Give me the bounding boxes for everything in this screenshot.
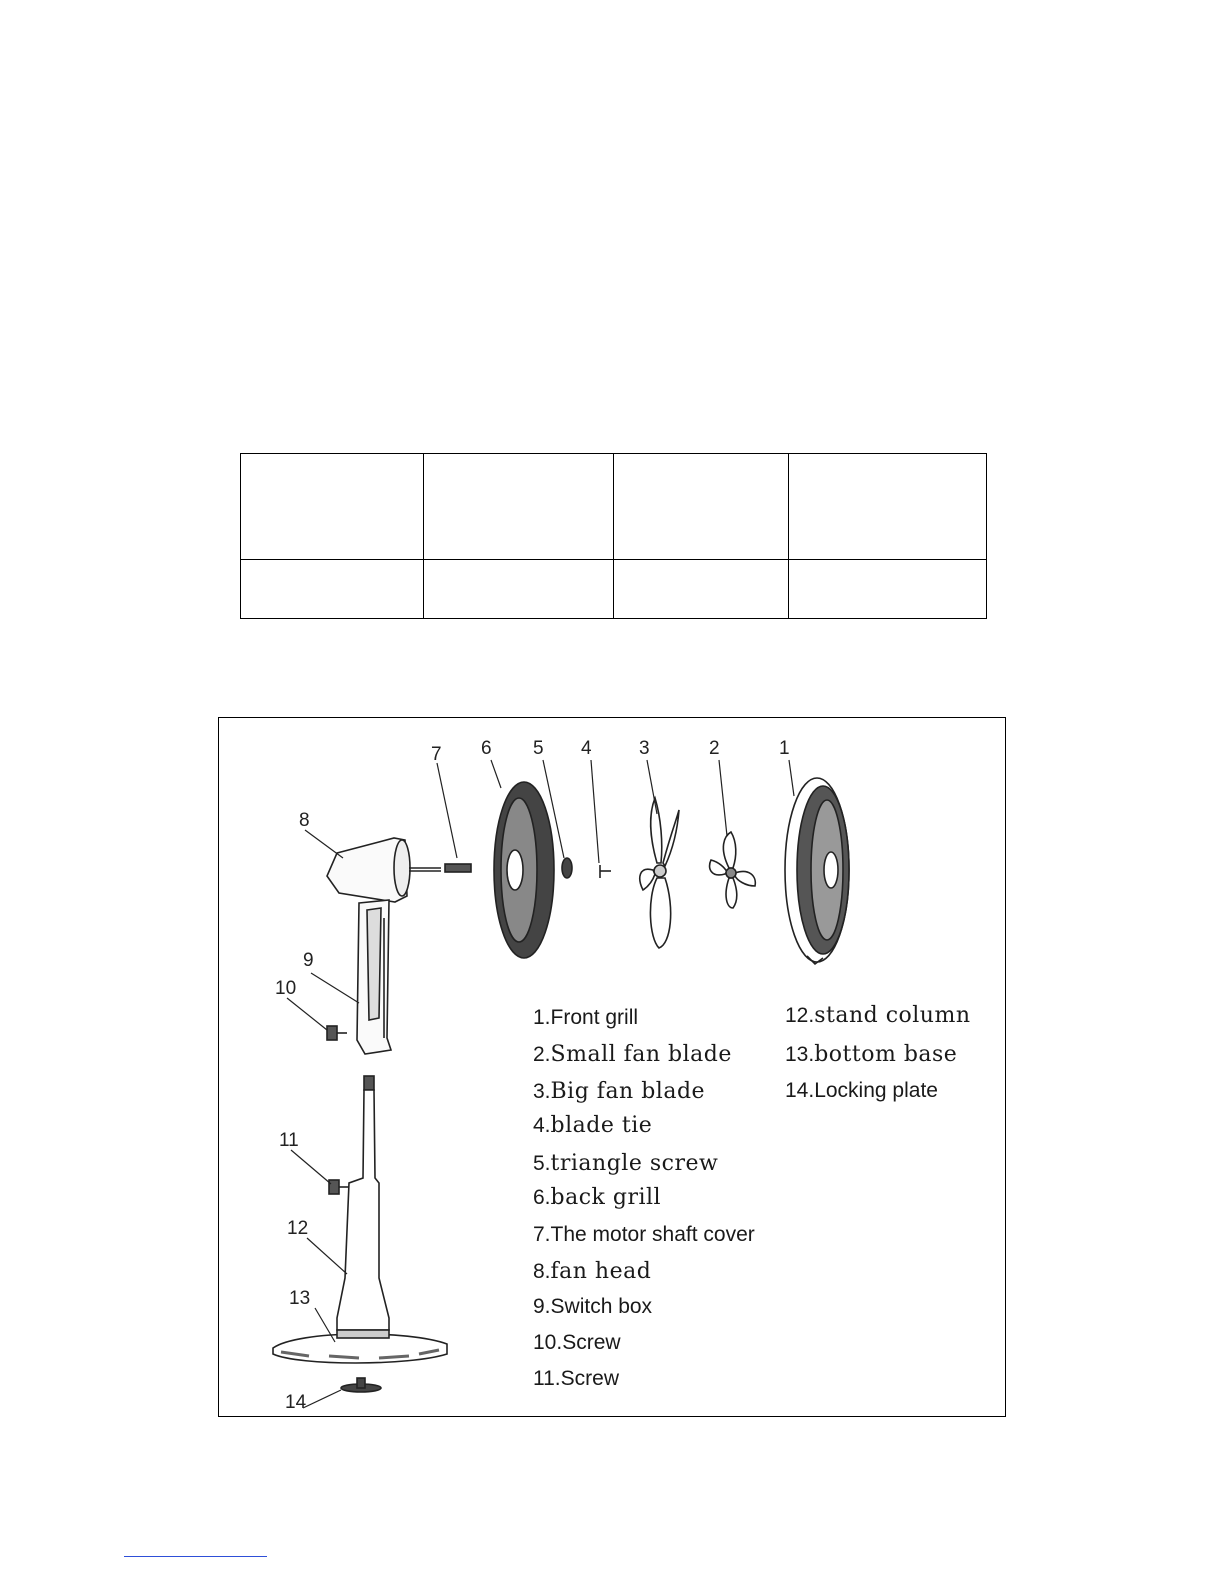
switch-box-part — [357, 900, 391, 1054]
callout-9: 9 — [303, 950, 314, 971]
legend-number: 14. — [785, 1079, 815, 1102]
callout-2: 2 — [709, 738, 720, 759]
callout-4: 4 — [581, 738, 592, 759]
legend-label: triangle screw — [550, 1151, 719, 1176]
legend-label: bottom base — [814, 1042, 958, 1067]
callout-7: 7 — [431, 744, 442, 765]
big-fan-blade-part — [640, 798, 679, 948]
legend-number: 10. — [533, 1331, 563, 1354]
legend-number: 6. — [533, 1186, 551, 1209]
table-row — [241, 454, 987, 560]
table-cell — [241, 559, 424, 618]
triangle-screw-part — [562, 858, 572, 878]
specification-table — [240, 453, 987, 619]
legend-number: 7. — [533, 1223, 551, 1246]
table-cell — [614, 454, 789, 560]
legend-item-13 — [785, 1043, 957, 1067]
legend-label: Switch box — [550, 1295, 653, 1318]
bottom-base-part — [273, 1330, 447, 1363]
locking-plate-part — [341, 1378, 381, 1392]
legend-item-10 — [533, 1331, 621, 1355]
legend-label: Screw — [562, 1331, 621, 1354]
legend-number: 2. — [533, 1043, 551, 1066]
motor-shaft-cover-part — [445, 864, 471, 872]
legend-item-9 — [533, 1295, 652, 1319]
legend-label: Small fan blade — [550, 1042, 732, 1067]
callout-11: 11 — [279, 1130, 299, 1151]
table-cell — [614, 559, 789, 618]
legend-label: stand column — [814, 1003, 971, 1028]
legend-label: back grill — [550, 1185, 662, 1210]
callout-8: 8 — [299, 810, 310, 831]
back-grill-part — [494, 782, 554, 958]
legend-number: 12. — [785, 1004, 815, 1027]
legend-item-14 — [785, 1079, 938, 1103]
callout-12: 12 — [287, 1218, 309, 1239]
legend-number: 8. — [533, 1260, 551, 1283]
legend-number: 5. — [533, 1152, 551, 1175]
legend-label: The motor shaft cover — [550, 1223, 755, 1246]
table-cell — [241, 454, 424, 560]
exploded-view-figure — [218, 717, 1006, 1417]
fan-head-part — [327, 838, 441, 902]
callout-10: 10 — [275, 978, 297, 999]
legend-item-1 — [533, 1006, 638, 1030]
legend-number: 13. — [785, 1043, 815, 1066]
small-fan-blade-part — [710, 832, 756, 908]
legend-label: Big fan blade — [550, 1079, 706, 1104]
callout-5: 5 — [533, 738, 544, 759]
legend-item-11 — [533, 1367, 619, 1391]
callout-13: 13 — [289, 1288, 311, 1309]
legend-label: blade tie — [550, 1113, 653, 1138]
legend-item-5 — [533, 1152, 718, 1176]
screw-11-part — [329, 1180, 349, 1194]
callout-1: 1 — [779, 738, 790, 759]
legend-label: Front grill — [550, 1006, 639, 1029]
legend-number: 3. — [533, 1080, 551, 1103]
legend-item-6 — [533, 1186, 661, 1210]
blade-tie-part — [600, 865, 611, 878]
table-cell — [789, 454, 987, 560]
legend-number: 11. — [533, 1367, 561, 1390]
front-grill-part — [785, 778, 849, 964]
legend-label: Screw — [560, 1367, 619, 1390]
legend-label: Locking plate — [814, 1079, 938, 1102]
callout-3: 3 — [639, 738, 650, 759]
table-cell — [424, 454, 614, 560]
footnote-separator — [124, 1556, 267, 1557]
table-row — [241, 559, 987, 618]
legend-item-7 — [533, 1223, 755, 1247]
legend-item-12 — [785, 1004, 971, 1028]
legend-number: 4. — [533, 1114, 551, 1137]
legend-label: fan head — [550, 1259, 652, 1284]
stand-column-part — [337, 1076, 389, 1330]
legend-item-3 — [533, 1080, 705, 1104]
legend-item-8 — [533, 1260, 651, 1284]
callout-14: 14 — [285, 1392, 307, 1413]
screw-10-part — [327, 1026, 347, 1040]
table-cell — [424, 559, 614, 618]
legend-item-2 — [533, 1043, 732, 1067]
legend-number: 1. — [533, 1006, 551, 1029]
table-cell — [789, 559, 987, 618]
legend-number: 9. — [533, 1295, 551, 1318]
legend-item-4 — [533, 1114, 652, 1138]
callout-6: 6 — [481, 738, 492, 759]
